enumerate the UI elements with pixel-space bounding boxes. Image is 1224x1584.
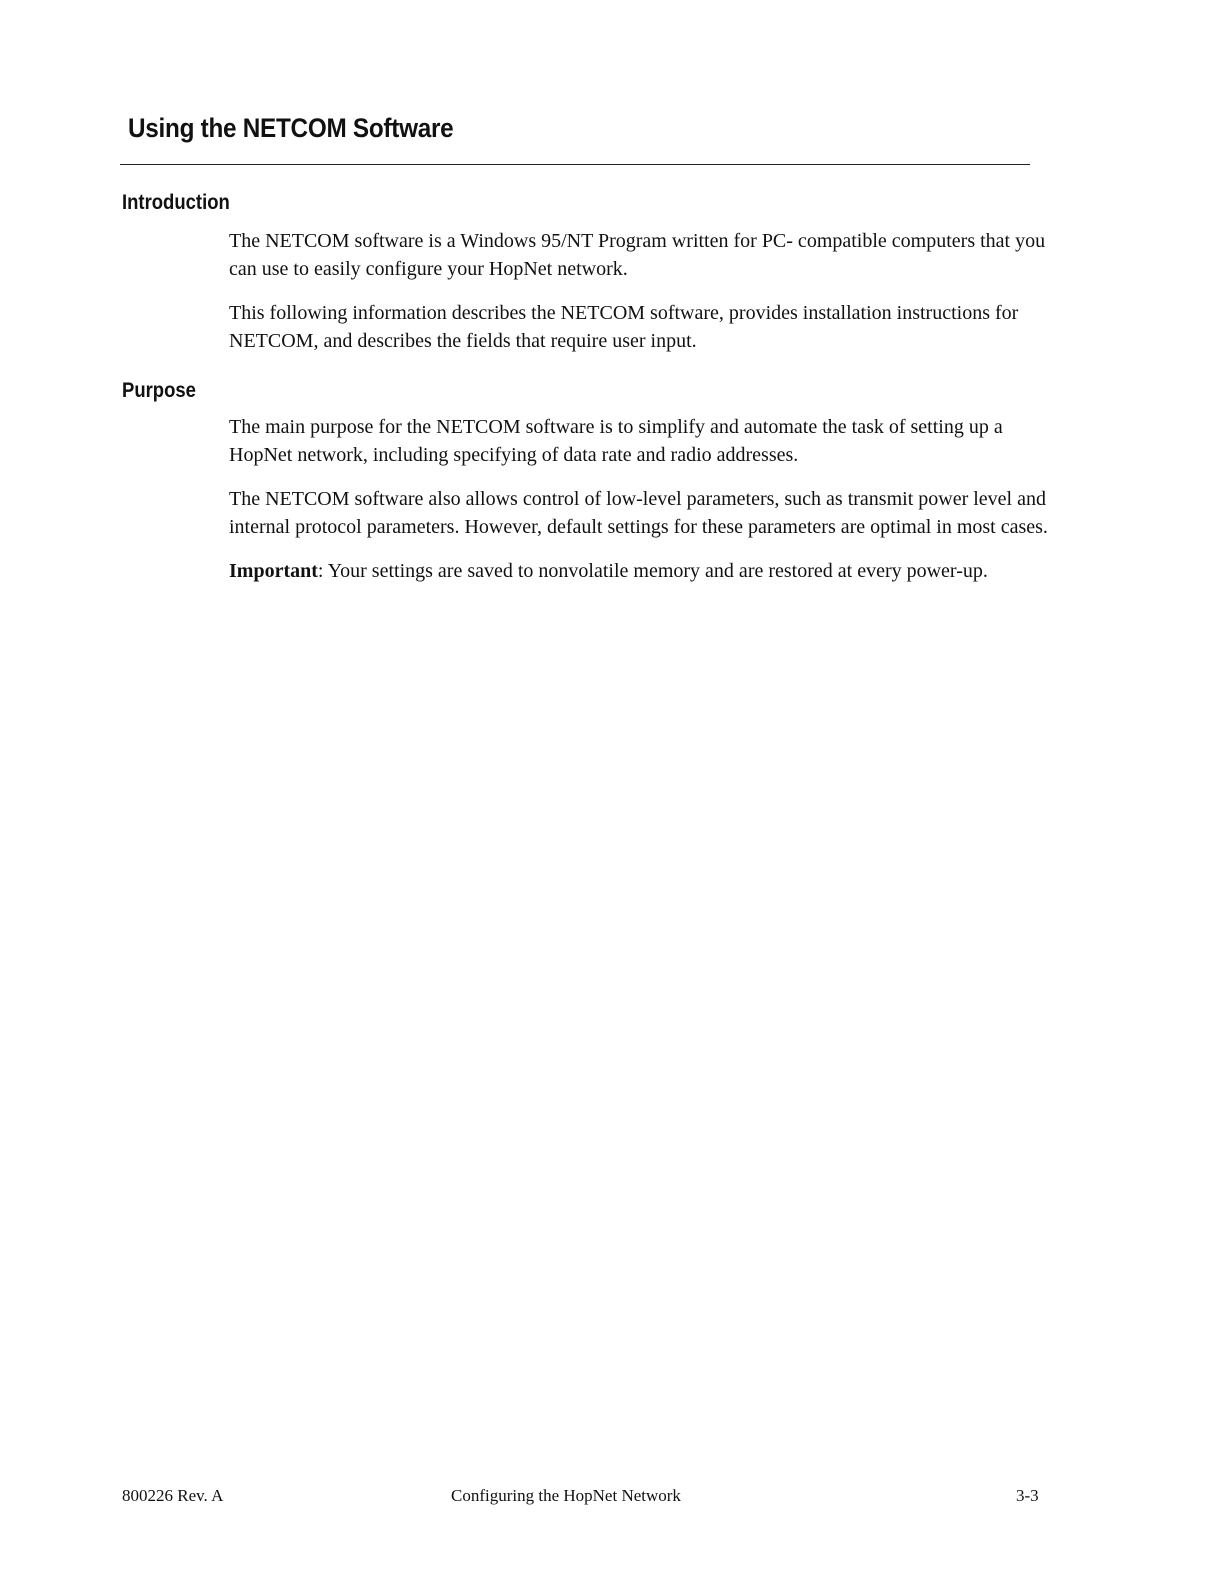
important-label: Important (229, 560, 318, 582)
important-note-text: : Your settings are saved to nonvolatile memory and are restored at every power-up. (317, 560, 988, 582)
footer-page-number: 3-3 (1016, 1486, 1039, 1505)
section-heading-purpose: Purpose (122, 379, 196, 402)
footer-doc-number: 800226 Rev. A (122, 1486, 224, 1505)
introduction-paragraph-1: The NETCOM software is a Windows 95/NT Program written for PC- compatible computers that you can use to easily configure your HopNet network. (229, 230, 1046, 280)
title-divider (120, 164, 1030, 165)
purpose-paragraph-2: The NETCOM software also allows control of low-level parameters, such as transmit power level and internal protocol parameters. However, default settings for these parameters are optimal in most cases. (229, 488, 1048, 538)
purpose-body (229, 413, 1059, 601)
section-heading-introduction: Introduction (122, 191, 230, 214)
introduction-paragraph-2: This following information describes the NETCOM software, provides installation instructions for NETCOM, and describes the fields that require user input. (229, 302, 1019, 352)
page-footer (0, 1484, 1224, 1508)
footer-chapter-title: Configuring the HopNet Network (451, 1486, 681, 1505)
important-note (229, 557, 1059, 585)
page-title: Using the NETCOM Software (128, 113, 454, 143)
introduction-body (229, 227, 1059, 371)
purpose-paragraph-1: The main purpose for the NETCOM software is to simplify and automate the task of setting up a HopNet network, including specifying of data rate and radio addresses. (229, 416, 1003, 466)
